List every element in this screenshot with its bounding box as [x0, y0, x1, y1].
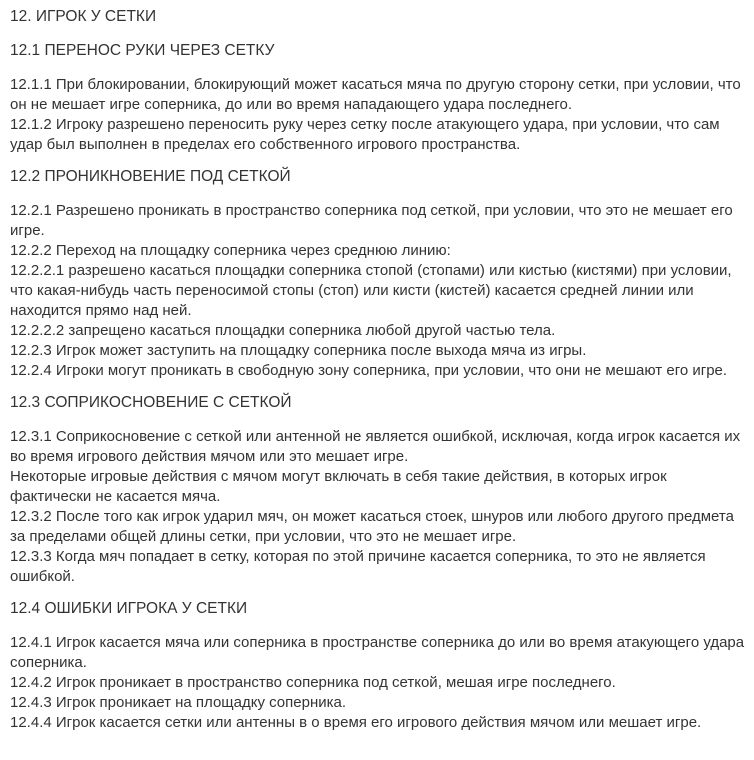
paragraph: 12.3.3 Когда мяч попадает в сетку, которая по этой причине касается соперника, то это не является ошибкой.	[10, 548, 706, 585]
paragraph: 12.2.2 Переход на площадку соперника через среднюю линию:	[10, 242, 451, 259]
paragraph: 12.4.4 Игрок касается сетки или антенны в о время его игрового действия мячом или мешает игре.	[10, 714, 702, 731]
section-12-4	[10, 599, 748, 733]
paragraph: 12.4.1 Игрок касается мяча или соперника в пространстве соперника до или во время атакующего удара соперника.	[10, 634, 745, 671]
paragraph: 12.4.3 Игрок проникает на площадку соперника.	[10, 694, 347, 711]
page-title: 12. ИГРОК У СЕТКИ	[10, 8, 157, 25]
paragraph: 12.4.2 Игрок проникает в пространство соперника под сеткой, мешая игре последнего.	[10, 674, 616, 691]
paragraph: 12.3.2 После того как игрок ударил мяч, он может касаться стоек, шнуров или любого другого предмета за пределами общей длины сетки, при условии, что это не мешает игре.	[10, 508, 734, 545]
paragraph: 12.2.3 Игрок может заступить на площадку соперника после выхода мяча из игры.	[10, 342, 587, 359]
section-heading: 12.4 ОШИБКИ ИГРОКА У СЕТКИ	[10, 600, 248, 617]
paragraph: 12.2.4 Игроки могут проникать в свободную зону соперника, при условии, что они не мешают его игре.	[10, 362, 728, 379]
section-12-1	[10, 41, 748, 155]
paragraph: 12.2.2.1 разрешено касаться площадки соперника стопой (стопами) или кистью (кистями) при условии, что какая-нибудь часть переносимой стопы (стоп) или кисти (кистей) касается средней линии или находится прямо над ней.	[10, 262, 732, 319]
paragraph: 12.1.1 При блокировании, блокирующий может касаться мяча по другую сторону сетки, при условии, что он не мешает игре соперника, до или во время нападающего удара последнего.	[10, 76, 741, 113]
section-12-3	[10, 393, 748, 587]
paragraph: 12.3.1 Соприкосновение с сеткой или антенной не является ошибкой, исключая, когда игрок касается их во время игрового действия мячом или это мешает игре.	[10, 428, 741, 465]
paragraph: Некоторые игровые действия с мячом могут включать в себя такие действия, в которых игрок фактически не касается мяча.	[10, 468, 667, 505]
paragraph: 12.2.1 Разрешено проникать в пространство соперника под сеткой, при условии, что это не мешает его игре.	[10, 202, 733, 239]
section-12-2	[10, 167, 748, 381]
section-heading: 12.2 ПРОНИКНОВЕНИЕ ПОД СЕТКОЙ	[10, 168, 291, 185]
paragraph: 12.1.2 Игроку разрешено переносить руку через сетку после атакующего удара, при условии, что сам удар был выполнен в пределах его собственного игрового пространства.	[10, 116, 720, 153]
paragraph: 12.2.2.2 запрещено касаться площадки соперника любой другой частью тела.	[10, 322, 556, 339]
section-heading: 12.1 ПЕРЕНОС РУКИ ЧЕРЕЗ СЕТКУ	[10, 42, 275, 59]
section-heading: 12.3 СОПРИКОСНОВЕНИЕ С СЕТКОЙ	[10, 394, 292, 411]
